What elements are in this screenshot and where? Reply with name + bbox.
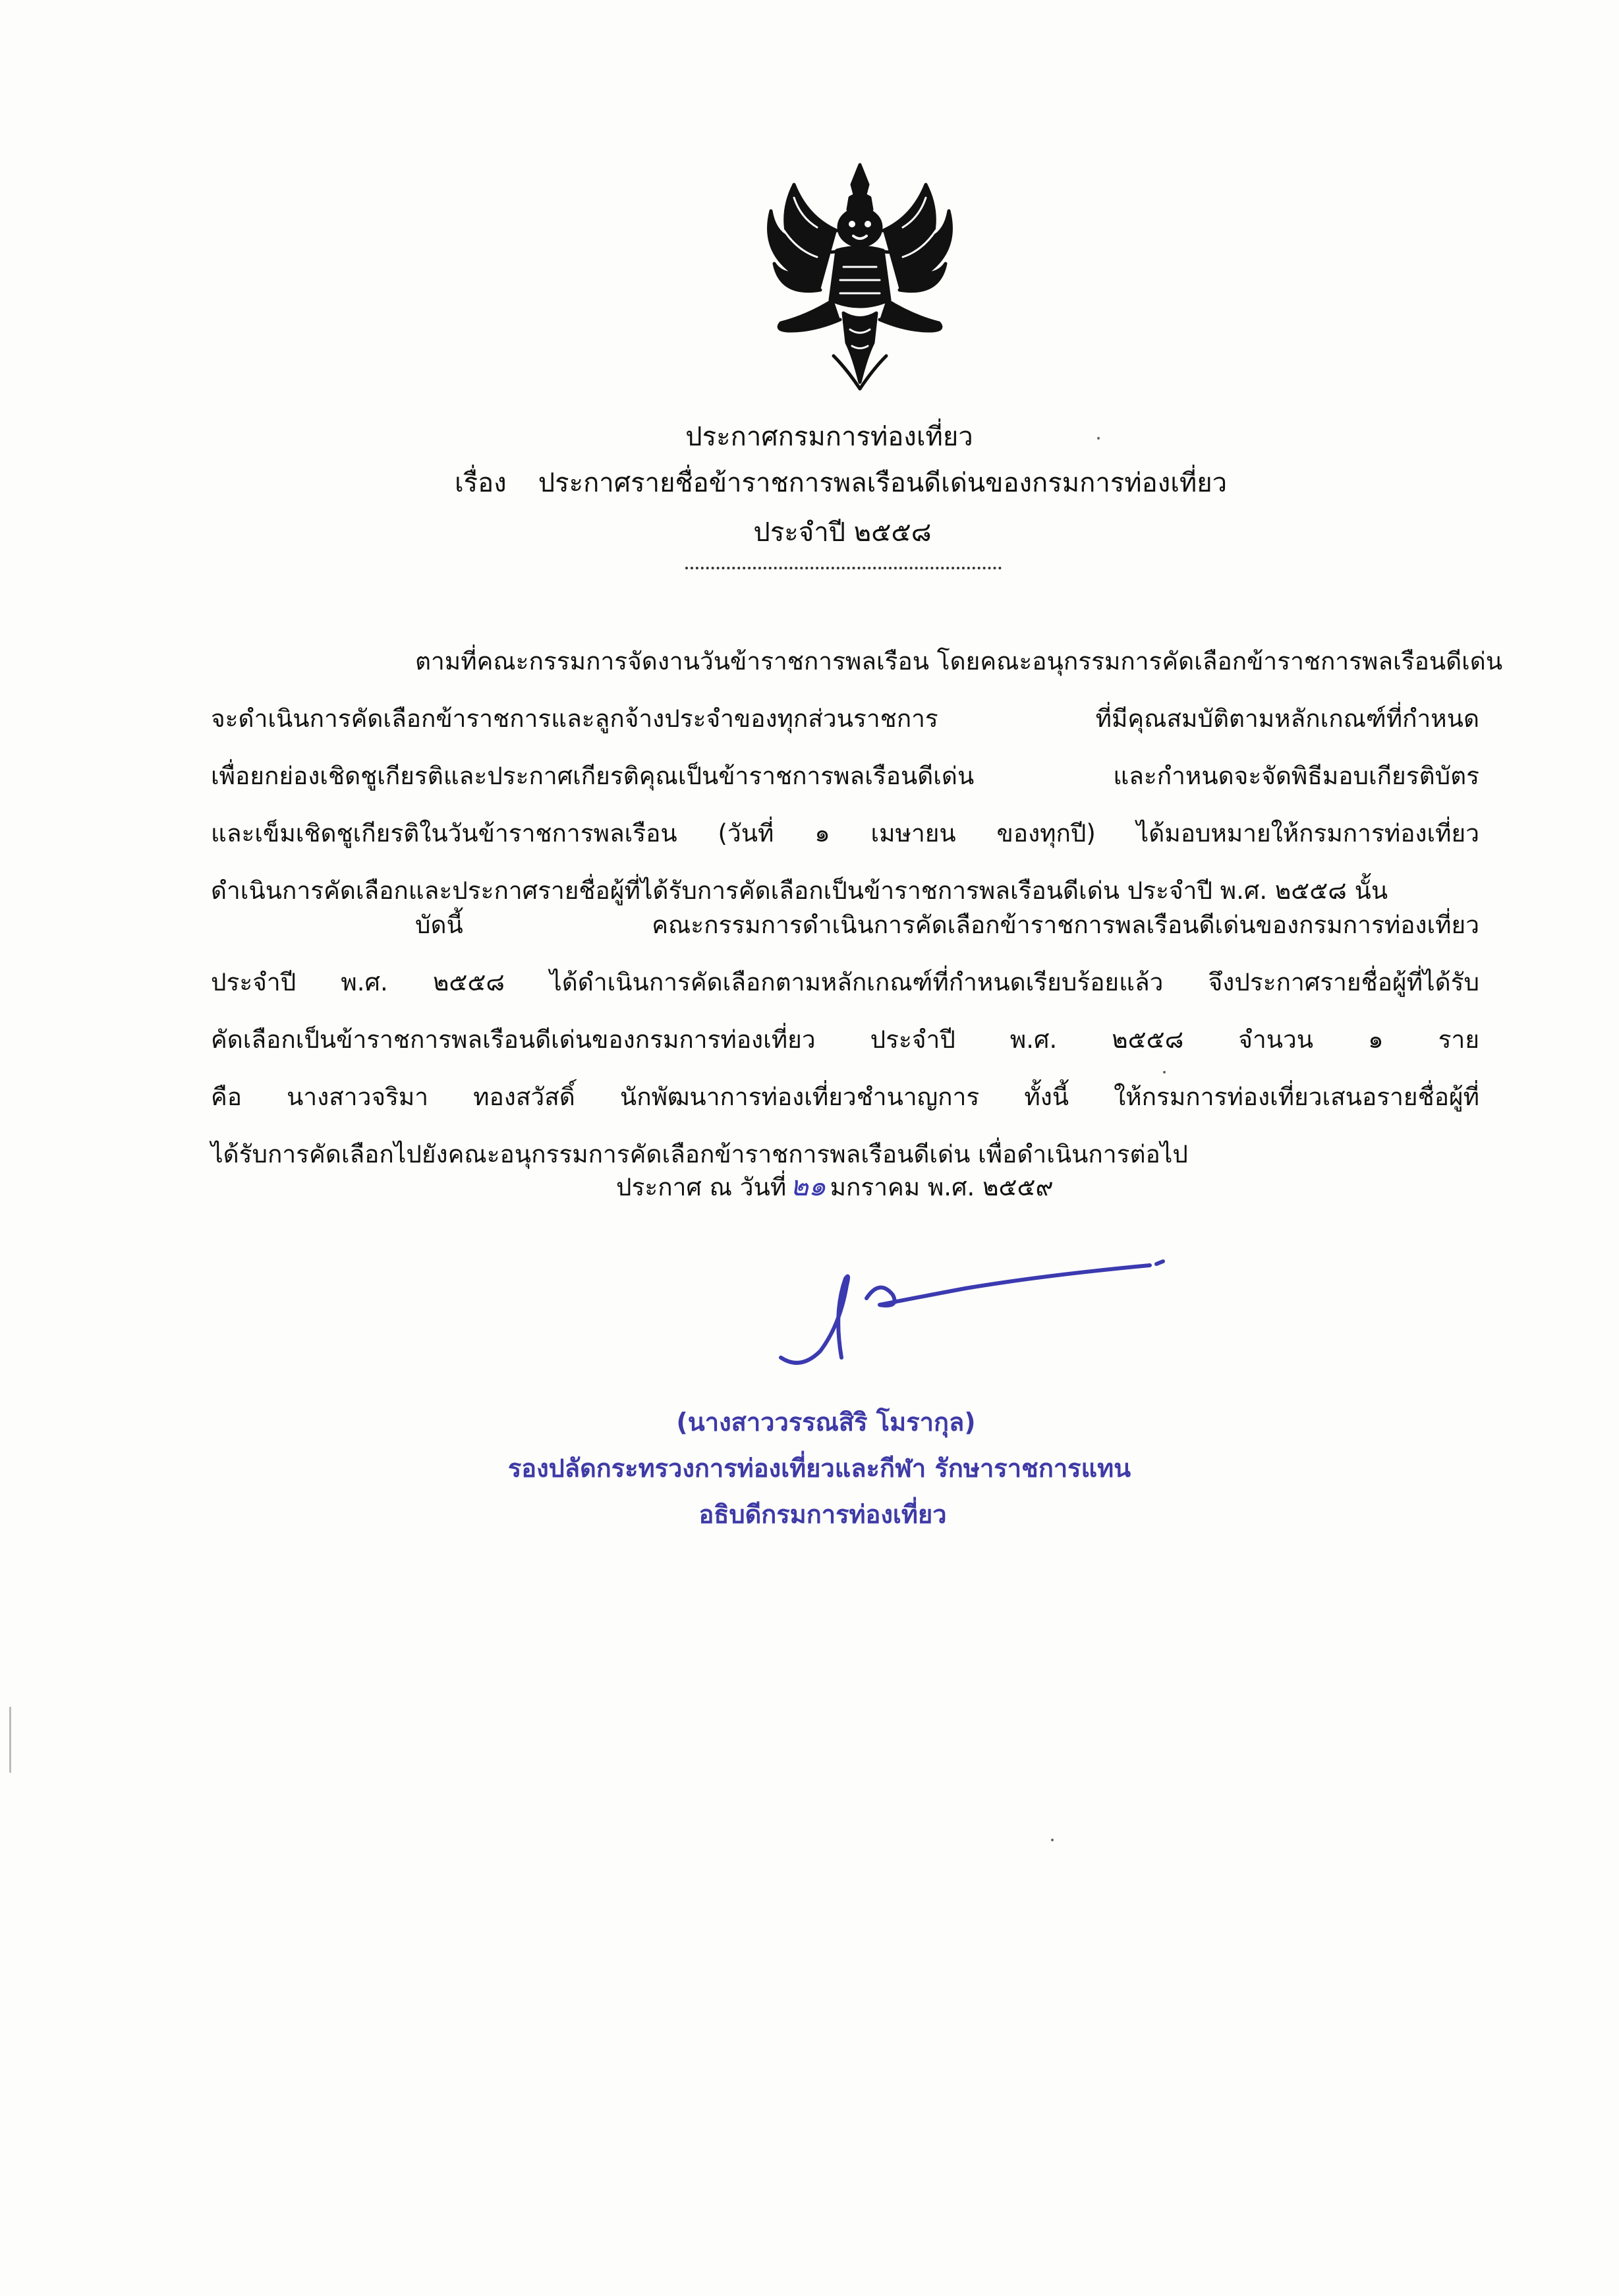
paragraph-line: ได้รับการคัดเลือกไปยังคณะอนุกรรมการคัดเลือกข้าราชการพลเรือนดีเด่น เพื่อดำเนินการต่อไป [211, 1140, 1188, 1168]
paragraph-line: เพื่อยกย่องเชิดชูเกียรติและประกาศเกียรติคุณเป็นข้าราชการพลเรือนดีเด่น และกำหนดจะจัดพิธีมอบเกียรติบัตร [211, 762, 1479, 790]
announcement-date [616, 1168, 1054, 1206]
paragraph-line: และเข็มเชิดชูเกียรติในวันข้าราชการพลเรือน (วันที่ ๑ เมษายน ของทุกปี) ได้มอบหมายให้กรมการท่องเที่ยว [211, 819, 1479, 847]
date-suffix: มกราคม พ.ศ. ๒๕๕๙ [830, 1173, 1054, 1201]
paragraph-line: ตามที่คณะกรรมการจัดงานวันข้าราชการพลเรือน โดยคณะอนุกรรมการคัดเลือกข้าราชการพลเรือนดีเด่น [415, 647, 1503, 675]
signatory-name: (นางสาววรรณสิริ โมรากุล) [676, 1408, 976, 1437]
announcement-title: ประกาศกรมการท่องเที่ยว [685, 422, 973, 452]
signatory-position: รองปลัดกระทรวงการท่องเที่ยวและกีฬา รักษาราชการแทน [507, 1454, 1131, 1483]
paragraph-line: จะดำเนินการคัดเลือกข้าราชการและลูกจ้างประจำของทุกส่วนราชการ ที่มีคุณสมบัติตามหลักเกณฑ์ที่กำหนด [211, 704, 1479, 733]
scan-speck [1051, 1839, 1054, 1841]
date-prefix: ประกาศ ณ วันที่ [616, 1173, 787, 1201]
subject-text: ประกาศรายชื่อข้าราชการพลเรือนดีเด่นของกรมการท่องเที่ยว [538, 468, 1228, 498]
scan-margin-mark [9, 1707, 11, 1773]
year-line: ประจำปี ๒๕๕๘ [753, 517, 932, 548]
signatory-title: อธิบดีกรมการท่องเที่ยว [698, 1500, 947, 1529]
paragraph-line: ดำเนินการคัดเลือกและประกาศรายชื่อผู้ที่ได้รับการคัดเลือกเป็นข้าราชการพลเรือนดีเด่น ประจำปี พ.ศ. ๒๕๕๘ นั้น [211, 876, 1388, 905]
scan-speck [1163, 1071, 1166, 1074]
garuda-emblem-icon [754, 158, 965, 399]
subject-label: เรื่อง [455, 468, 507, 498]
date-day-handwritten: ๒๑ [790, 1170, 826, 1202]
body-paragraph-1 [211, 633, 1503, 919]
body-paragraph-2 [211, 896, 1479, 1183]
paragraph-line: ประจำปี พ.ศ. ๒๕๕๘ ได้ดำเนินการคัดเลือกตามหลักเกณฑ์ที่กำหนดเรียบร้อยแล้ว จึงประกาศรายชื่อผู้ที่ได้รับ [211, 968, 1479, 996]
handwritten-signature [768, 1259, 1176, 1384]
scan-speck [1097, 437, 1100, 440]
subject-row [455, 465, 1227, 502]
paragraph-line: บัดนี้ คณะกรรมการดำเนินการคัดเลือกข้าราชการพลเรือนดีเด่นของกรมการท่องเที่ยว [415, 911, 1479, 939]
paragraph-line: คัดเลือกเป็นข้าราชการพลเรือนดีเด่นของกรมการท่องเที่ยว ประจำปี พ.ศ. ๒๕๕๘ จำนวน ๑ ราย [211, 1025, 1479, 1054]
dotted-separator [685, 567, 1002, 569]
paragraph-line: คือ นางสาวจริมา ทองสวัสดิ์ นักพัฒนาการท่องเที่ยวชำนาญการ ทั้งนี้ ให้กรมการท่องเที่ยวเสนอรายชื่อผู้ที่ [211, 1083, 1479, 1111]
